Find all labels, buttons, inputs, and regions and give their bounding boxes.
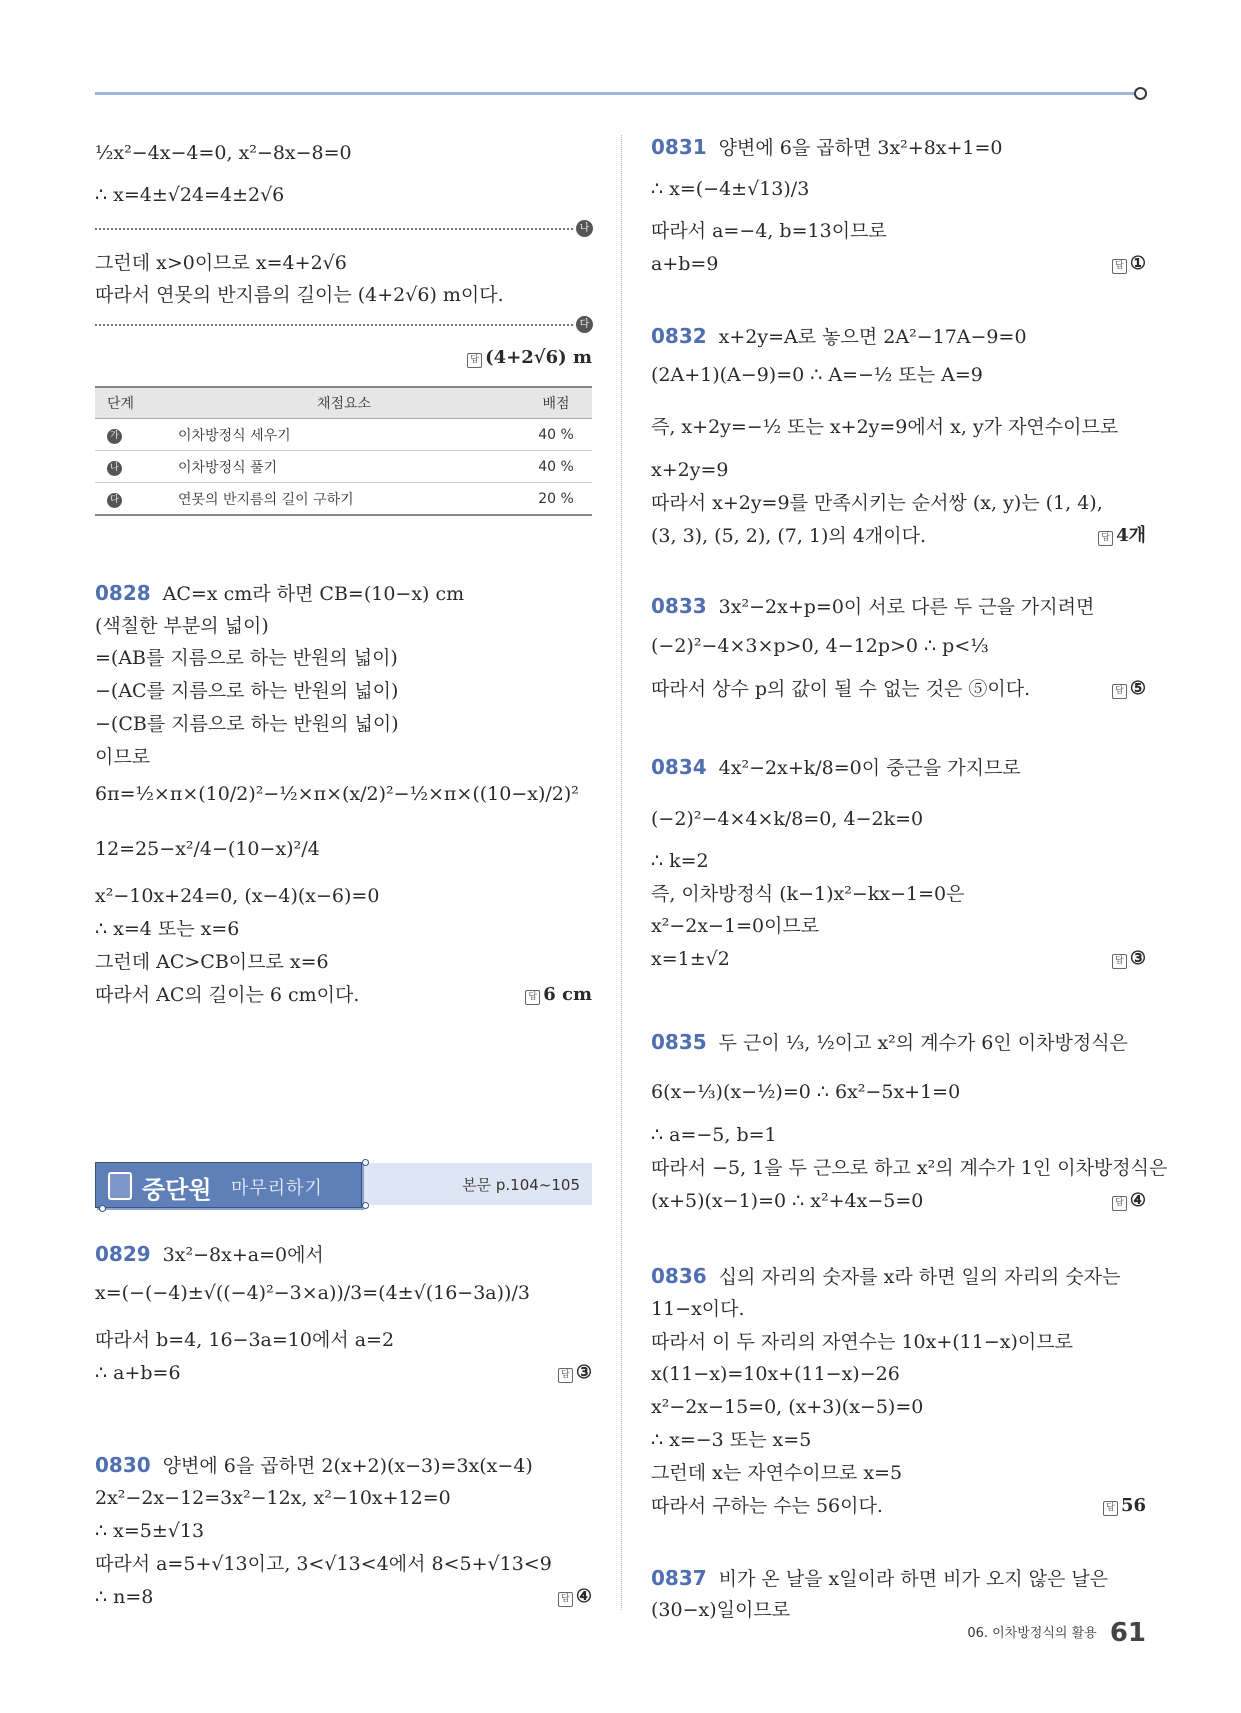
answer-icon: 답 (1112, 1196, 1127, 1211)
chapter-title: 06. 이차방정식의 활용 (967, 1626, 1097, 1641)
answer-value: (4+2√6) m (485, 347, 592, 368)
text-line: 따라서 상수 p의 값이 될 수 없는 것은 ⑤이다. (651, 678, 1031, 700)
text-line: 따라서 AC의 길이는 6 cm이다. (95, 984, 360, 1006)
problem-number: 0833 (651, 594, 707, 618)
answer-value: ④ (1129, 1190, 1146, 1211)
answer-icon: 답 (1112, 954, 1127, 969)
problem-0834-header (651, 754, 1146, 781)
text-line: 4x²−2x+k/8=0이 중근을 가지므로 (718, 757, 1021, 779)
text-line: 즉, 이차방정식 (k−1)x²−kx−1=0은 (651, 883, 965, 905)
text-line: AC=x cm라 하면 CB=(10−x) cm (162, 583, 465, 605)
problem-number: 0835 (651, 1030, 707, 1054)
answer-badge (1112, 676, 1146, 702)
text-line: x=1±√2 (651, 948, 730, 970)
header-rule-dot (1134, 87, 1147, 100)
step-mark: 가 (107, 429, 122, 444)
problem-0833-header (651, 593, 1146, 620)
text-line: 십의 자리의 숫자를 x라 하면 일의 자리의 숫자는 (718, 1266, 1121, 1288)
answer-badge (525, 982, 592, 1008)
answer-badge (467, 345, 592, 371)
text-line: ∴ a=−5, b=1 (651, 1124, 777, 1146)
table-cell: 이차방정식 풀기 (168, 451, 520, 483)
text-line: x=(−(−4)±√((−4)²−3×a))/3=(4±√(16−3a))/3 (95, 1282, 530, 1304)
problem-0837-header (651, 1565, 1146, 1592)
answer-icon: 답 (558, 1592, 573, 1607)
text-line: 따라서 x+2y=9를 만족시키는 순서쌍 (x, y)는 (1, 4), (651, 492, 1103, 514)
text-line: 따라서 이 두 자리의 자연수는 10x+(11−x)이므로 (651, 1331, 1073, 1353)
text-line: 따라서 b=4, 16−3a=10에서 a=2 (95, 1329, 395, 1351)
answer-value: 56 (1120, 1495, 1146, 1516)
text-line: 따라서 −5, 1을 두 근으로 하고 x²의 계수가 1인 이차방정식은 (651, 1157, 1168, 1179)
answer-badge (1103, 1493, 1146, 1519)
column-divider (621, 135, 622, 1610)
problem-0831-header (651, 134, 1146, 161)
problem-number: 0834 (651, 755, 707, 779)
banner-title-box (95, 1162, 362, 1208)
step-mark: 나 (576, 220, 593, 237)
text-line: ∴ x=4±√24=4±2√6 (95, 184, 285, 206)
answer-value: ⑤ (1129, 678, 1146, 699)
answer-badge (1112, 1188, 1146, 1214)
text-line: 6(x−⅓)(x−½)=0 ∴ 6x²−5x+1=0 (651, 1081, 961, 1103)
answer-icon: 답 (558, 1368, 573, 1383)
text-line: ∴ n=8 (95, 1586, 154, 1608)
section-banner (95, 1163, 592, 1205)
text-line: 비가 온 날을 x일이라 하면 비가 오지 않은 날은 (718, 1568, 1109, 1590)
text-line: 3x²−2x+p=0이 서로 다른 두 근을 가지려면 (718, 596, 1095, 618)
table-cell: 이차방정식 세우기 (168, 419, 520, 451)
problem-0835-header (651, 1029, 1146, 1056)
text-line: x²−10x+24=0, (x−4)(x−6)=0 (95, 885, 380, 907)
answer-value: ④ (575, 1586, 592, 1607)
text-line: (3, 3), (5, 2), (7, 1)의 4개이다. (651, 525, 926, 547)
answer-badge (558, 1360, 592, 1386)
text-line: a+b=9 (651, 253, 719, 275)
answer-icon: 답 (1103, 1501, 1118, 1516)
answer-value: ③ (1129, 948, 1146, 969)
text-line: ∴ x=−3 또는 x=5 (651, 1429, 812, 1451)
text-line: ∴ x=(−4±√13)/3 (651, 178, 810, 200)
page-footer (967, 1618, 1146, 1648)
text-line: −(CB를 지름으로 하는 반원의 넓이) (95, 713, 399, 735)
problem-0830-header (95, 1452, 592, 1479)
answer-badge (558, 1584, 592, 1610)
page-number: 61 (1109, 1618, 1146, 1648)
answer-icon: 답 (1098, 531, 1113, 546)
table-row (95, 451, 592, 483)
header-rule (95, 92, 1140, 95)
text-line: 따라서 연못의 반지름의 길이는 (4+2√6) m이다. (95, 284, 504, 306)
text-line: (−2)²−4×4×k/8=0, 4−2k=0 (651, 808, 924, 830)
text-line: 즉, x+2y=−½ 또는 x+2y=9에서 x, y가 자연수이므로 (651, 416, 1119, 438)
banner-title: 중단원 (142, 1176, 212, 1204)
step-mark: 다 (576, 316, 593, 333)
text-line: ∴ x=4 또는 x=6 (95, 918, 240, 940)
text-line: 2x²−2x−12=3x²−12x, x²−10x+12=0 (95, 1487, 451, 1509)
table-cell: 40 % (520, 451, 592, 483)
dotted-separator (95, 324, 573, 326)
answer-icon: 답 (1112, 684, 1127, 699)
problem-number: 0831 (651, 135, 707, 159)
table-row (95, 483, 592, 516)
problem-number: 0836 (651, 1264, 707, 1288)
answer-icon: 답 (525, 990, 540, 1005)
banner-page-reference: 본문 p.104~105 (462, 1176, 580, 1194)
text-line: 11−x이다. (651, 1298, 745, 1320)
answer-value: 4개 (1116, 525, 1146, 546)
answer-value: ① (1129, 253, 1146, 274)
problem-number: 0832 (651, 324, 707, 348)
table-cell: 40 % (520, 419, 592, 451)
answer-value: ③ (575, 1362, 592, 1383)
text-line: 따라서 구하는 수는 56이다. (651, 1495, 883, 1517)
text-line: 그런데 x>0이므로 x=4+2√6 (95, 252, 347, 274)
text-line: −(AC를 지름으로 하는 반원의 넓이) (95, 680, 399, 702)
text-line: =(AB를 지름으로 하는 반원의 넓이) (95, 647, 398, 669)
text-line: x²−2x−1=0이므로 (651, 915, 820, 937)
text-line: 6π=½×π×(10/2)²−½×π×(x/2)²−½×π×((10−x)/2)² (95, 783, 579, 805)
text-line: 이므로 (95, 746, 151, 768)
text-line: 양변에 6을 곱하면 2(x+2)(x−3)=3x(x−4) (162, 1455, 533, 1477)
text-line: 3x²−8x+a=0에서 (162, 1244, 324, 1266)
table-row (95, 419, 592, 451)
text-line: x+2y=A로 놓으면 2A²−17A−9=0 (718, 326, 1027, 348)
text-line: 양변에 6을 곱하면 3x²+8x+1=0 (718, 137, 1003, 159)
table-header: 배점 (520, 387, 592, 419)
text-line: (2A+1)(A−9)=0 ∴ A=−½ 또는 A=9 (651, 364, 983, 386)
text-line: 두 근이 ⅓, ½이고 x²의 계수가 6인 이차방정식은 (718, 1032, 1128, 1054)
step-mark: 나 (107, 461, 122, 476)
step-mark: 다 (107, 493, 122, 508)
problem-0828-header (95, 580, 592, 607)
banner-corner-dot (362, 1202, 369, 1209)
text-line: 그런데 AC>CB이므로 x=6 (95, 951, 329, 973)
text-line: 12=25−x²/4−(10−x)²/4 (95, 838, 320, 860)
text-line: (30−x)일이므로 (651, 1599, 791, 1621)
answer-icon: 답 (467, 353, 482, 368)
text-line: x(11−x)=10x+(11−x)−26 (651, 1363, 900, 1385)
problem-number: 0830 (95, 1453, 151, 1477)
text-line: x²−2x−15=0, (x+3)(x−5)=0 (651, 1396, 924, 1418)
table-cell: 20 % (520, 483, 592, 516)
table-header: 채점요소 (168, 387, 520, 419)
table-header: 단계 (95, 387, 168, 419)
text-line: x+2y=9 (651, 459, 729, 481)
problem-number: 0837 (651, 1566, 707, 1590)
book-icon (108, 1172, 132, 1200)
problem-0829-header (95, 1241, 592, 1268)
text-line: (색칠한 부분의 넓이) (95, 615, 269, 637)
text-line: ½x²−4x−4=0, x²−8x−8=0 (95, 142, 352, 164)
banner-corner-dot (99, 1205, 106, 1212)
answer-value: 6 cm (543, 984, 592, 1005)
text-line: ∴ k=2 (651, 850, 709, 872)
banner-subtitle: 마무리하기 (231, 1178, 323, 1199)
dotted-separator (95, 228, 573, 230)
banner-corner-dot (362, 1159, 369, 1166)
text-line: ∴ x=5±√13 (95, 1520, 205, 1542)
answer-badge (1112, 946, 1146, 972)
text-line: 그런데 x는 자연수이므로 x=5 (651, 1462, 903, 1484)
answer-icon: 답 (1112, 259, 1127, 274)
table-cell: 연못의 반지름의 길이 구하기 (168, 483, 520, 516)
problem-number: 0828 (95, 581, 151, 605)
scoring-table (95, 386, 592, 516)
problem-number: 0829 (95, 1242, 151, 1266)
text-line: 따라서 a=5+√13이고, 3<√13<4에서 8<5+√13<9 (95, 1553, 552, 1575)
text-line: (x+5)(x−1)=0 ∴ x²+4x−5=0 (651, 1190, 924, 1212)
text-line: (−2)²−4×3×p>0, 4−12p>0 ∴ p<⅓ (651, 635, 989, 657)
answer-badge (1098, 523, 1146, 549)
problem-0832-header (651, 323, 1146, 350)
text-line: 따라서 a=−4, b=13이므로 (651, 220, 887, 242)
text-line: ∴ a+b=6 (95, 1362, 181, 1384)
answer-badge (1112, 251, 1146, 277)
problem-0836-header (651, 1263, 1146, 1290)
